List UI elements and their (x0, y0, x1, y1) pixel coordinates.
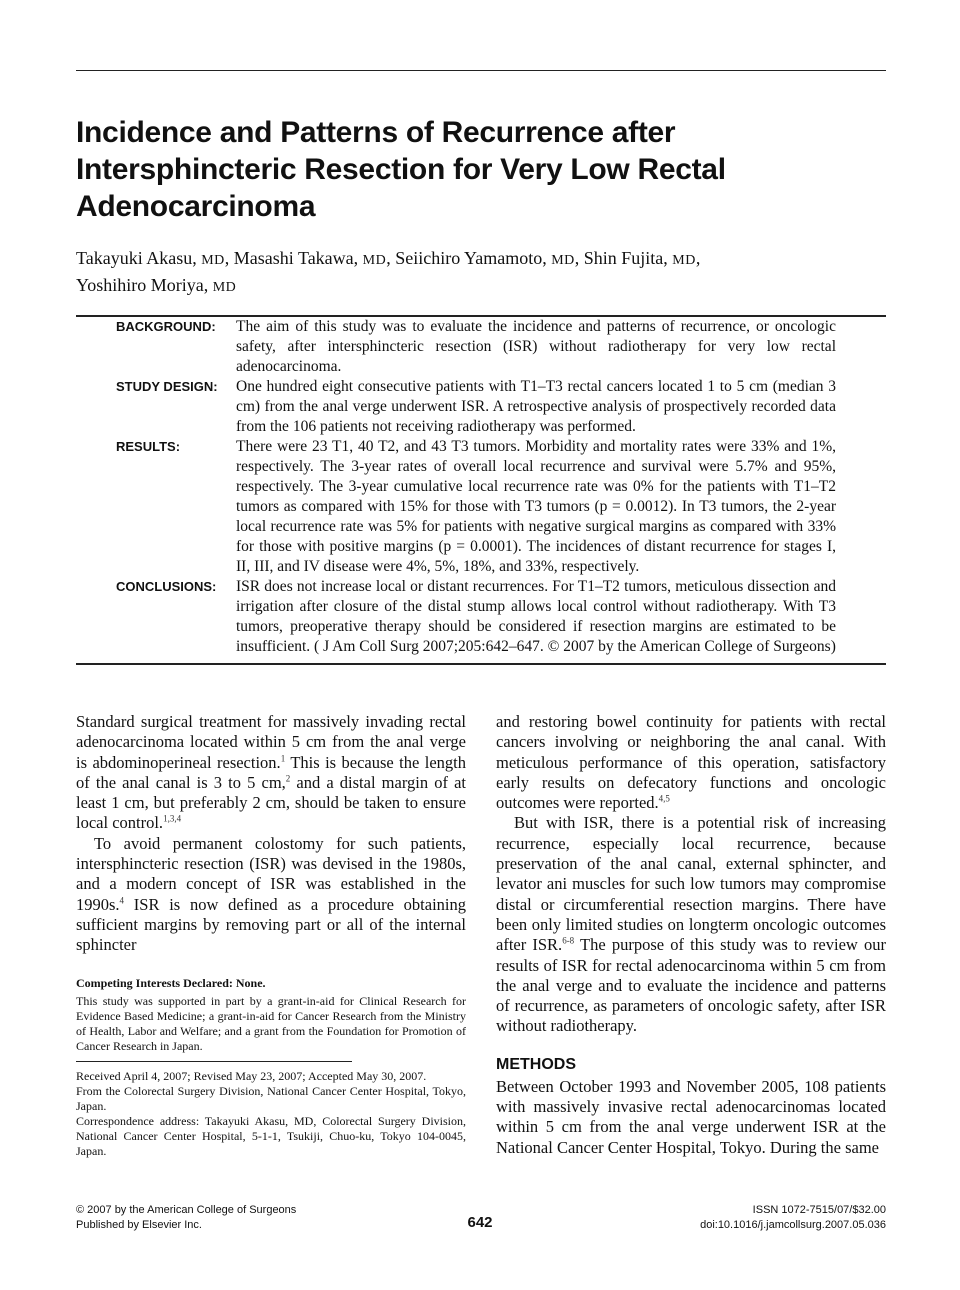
abstract-bottom-rule (76, 663, 886, 665)
citation[interactable]: 6-8 (562, 935, 575, 946)
author-name: Shin Fujita, (583, 248, 668, 268)
body-text: and restoring bowel continuity for patients with rectal cancers involving or neighboring the anal canal. With meticulous performance of this operation, satisfactory early results on defecatory functions and oncologic outcomes were reported. (496, 712, 886, 813)
citation[interactable]: 4 (119, 895, 125, 906)
footnote-rule (76, 1061, 352, 1062)
abstract-study-design (76, 377, 886, 437)
footer-left (76, 1203, 376, 1233)
page-number: 642 (467, 1214, 493, 1231)
body-text: This is because the length of the anal canal is 3 to 5 cm, (76, 752, 467, 792)
body-paragraph (76, 834, 466, 956)
abstract-results (76, 437, 886, 577)
abstract-text: There were 23 T1, 40 T2, and 43 T3 tumors. Morbidity and mortality rates were 33% and 1%, respectively. The 3-year rates of overall local recurrence and survival were 5.7% and 95%, respectively. The 3-year cumulative local recurrence rate was 0% for the patients with T1–T2 tumors as compared with 15% for those with T3 tumors (p = 0.0012). In T3 tumors, the 2-year local recurrence rate was 5% for patients with negative surgical margins as compared with 33% for those with positive margins (p = 0.0001). The incidences of distant recurrence for stages I, II, III, and IV disease were 4%, 5%, 18%, and 33%, respectively. (236, 438, 836, 575)
body-text: and a distal margin of at least 1 cm, but preferably 2 cm, should be taken to ensure local control. (76, 772, 466, 833)
abstract (76, 315, 886, 665)
issn-line: ISSN 1072-7515/07/$32.00 (752, 1204, 886, 1216)
author-degree: MD (672, 253, 696, 268)
body-column-right (496, 712, 886, 1158)
abstract-label: CONCLUSIONS: (116, 579, 217, 594)
author-name: Yoshihiro Moriya, (76, 275, 209, 295)
body-text: The purpose of this study was to review our results of ISR for rectal adenocarcinoma within 5 cm from the anal verge and to evaluate the incidence and patterns of recurrence, as parameters of oncologic safety, after ISR without radiotherapy. (496, 935, 886, 1036)
citation[interactable]: 4,5 (658, 793, 670, 804)
received-dates: Received April 4, 2007; Revised May 23, 2007; Accepted May 30, 2007. (76, 1069, 427, 1083)
body-text: But with ISR, there is a potential risk of increasing recurrence, especially local recurrence, because preservation of the anal canal, external sphincter, and levator ani muscles for such low tumors may compromise distal or circumferential resection margins. There have been only limited studies on longterm oncologic outcomes after ISR. (496, 813, 886, 955)
footnotes (76, 976, 466, 1159)
body-paragraph (76, 712, 466, 834)
author-list: Takayuki Akasu, MD, Masashi Takawa, MD, Seiichiro Yamamoto, MD, Shin Fujita, MD, Yoshihiro Moriya, MD (76, 248, 701, 295)
competing-interests: Competing Interests Declared: None. (76, 976, 266, 990)
abstract-label: BACKGROUND: (116, 319, 216, 334)
abstract-background (76, 317, 886, 377)
section-heading-methods: METHODS (496, 1055, 576, 1073)
author-name: Takayuki Akasu, (76, 248, 197, 268)
body-paragraph (496, 712, 886, 813)
abstract-label: STUDY DESIGN: (116, 379, 218, 394)
publisher-line: Published by Elsevier Inc. (76, 1219, 202, 1231)
citation[interactable]: 1,3,4 (163, 813, 182, 824)
author-name: Seiichiro Yamamoto, (395, 248, 547, 268)
citation[interactable]: 1 (280, 753, 286, 764)
citation[interactable]: 2 (285, 773, 291, 784)
correspondence-address: Correspondence address: Takayuki Akasu, MD, Colorectal Surgery Division, National Cancer Center Hospital, 5-1-1, Tsukiji, Chuo-ku, Tokyo 104-0045, Japan. (76, 1114, 466, 1158)
body-text: ISR is now defined as a procedure obtaining sufficient margins by removing part or all of the internal sphincter (76, 894, 466, 955)
footer-right (586, 1203, 886, 1233)
header-rule (76, 70, 886, 71)
body-text: Standard surgical treatment for massively invading rectal adenocarcinoma located within 5 cm from the anal verge is abdominoperineal resection. (76, 712, 466, 772)
abstract-conclusions (76, 577, 886, 657)
body-column-left (76, 712, 466, 956)
author-degree: MD (362, 253, 387, 268)
abstract-text: The aim of this study was to evaluate the incidence and patterns of recurrence, or oncologic safety, after intersphincteric resection (ISR) without radiotherapy for very low rectal adenocarcinoma. (236, 318, 836, 375)
author-degree: MD (551, 253, 575, 268)
author-degree: MD (201, 253, 225, 268)
abstract-label: RESULTS: (116, 439, 181, 454)
copyright-line: © 2007 by the American College of Surgeons (76, 1204, 297, 1216)
affiliation: From the Colorectal Surgery Division, National Cancer Center Hospital, Tokyo, Japan. (76, 1084, 466, 1113)
author-name: Masashi Takawa, (233, 248, 359, 268)
doi-link[interactable]: doi:10.1016/j.jamcollsurg.2007.05.036 (700, 1219, 886, 1231)
body-paragraph: Between October 1993 and November 2005, 108 patients with massively invasive rectal adenocarcinomas located within 5 cm from the anal verge underwent ISR at the National Cancer Center Hospital, Tokyo. During the same (496, 1076, 886, 1157)
funding-note: This study was supported in part by a grant-in-aid for Clinical Research for Evidence Based Medicine; a grant-in-aid for Cancer Research from the Ministry of Health, Labor and Welfare; and a grant from the Foundation for Promotion of Cancer Research in Japan. (76, 994, 466, 1053)
body-paragraph (496, 813, 886, 1036)
abstract-text: ISR does not increase local or distant recurrences. For T1–T2 tumors, meticulous dissection and irrigation after closure of the distal stump allows local control without radiotherapy. With T3 tumors, preoperative therapy should be considered if resection margins are estimated to be insufficient. ( J Am Coll Surg 2007;205:642–647. © 2007 by the American College of Surgeons) (236, 578, 836, 655)
body-text: To avoid permanent colostomy for such patients, intersphincteric resection (ISR) was devised in the 1980s, and a modern concept of ISR was established in the 1990s. (76, 833, 466, 914)
author-degree: MD (212, 280, 237, 295)
abstract-text: One hundred eight consecutive patients with T1–T3 rectal cancers located 1 to 5 cm (median 3 cm) from the anal verge underwent ISR. A retrospective analysis of prospectively recorded data from the 106 patients not receiving radiotherapy was performed. (236, 378, 836, 435)
article-title: Incidence and Patterns of Recurrence after Intersphincteric Resection for Very Low Rectal Adenocarcinoma (76, 116, 726, 223)
